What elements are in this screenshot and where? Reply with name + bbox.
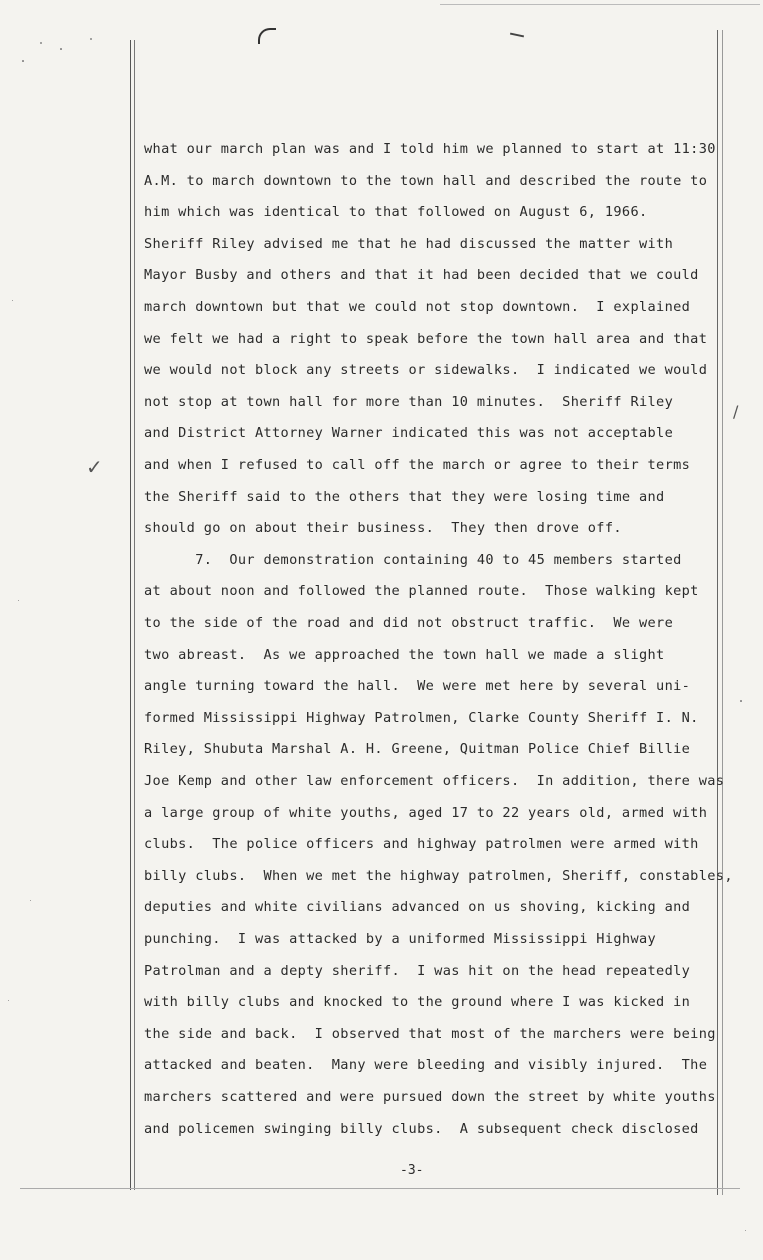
scan-speck	[745, 1230, 746, 1231]
scan-speck	[40, 42, 42, 44]
right-margin-rule	[717, 30, 718, 1195]
scan-speck	[90, 38, 92, 40]
text-line: billy clubs. When we met the highway patrolmen, Sheriff, constables,	[144, 867, 733, 884]
scan-speck	[8, 1000, 9, 1001]
top-scan-dash	[510, 33, 524, 38]
text-line: we would not block any streets or sidewalks. I indicated we would	[144, 362, 708, 379]
text-line: him which was identical to that followed on August 6, 1966.	[144, 204, 648, 221]
text-line: at about noon and followed the planned route. Those walking kept	[144, 583, 699, 600]
text-line: A.M. to march downtown to the town hall and described the route to	[144, 172, 708, 189]
text-line: formed Mississippi Highway Patrolmen, Clarke County Sheriff I. N.	[144, 709, 699, 726]
text-line: should go on about their business. They then drove off.	[144, 520, 622, 537]
scan-speck	[12, 300, 13, 301]
text-line: march downtown but that we could not stop downtown. I explained	[144, 299, 691, 315]
scan-speck	[30, 900, 31, 901]
text-line: not stop at town hall for more than 10 minutes. Sheriff Riley	[144, 393, 674, 410]
scan-speck	[60, 48, 62, 50]
text-line: to the side of the road and did not obstruct traffic. We were	[144, 615, 674, 631]
scan-speck	[22, 60, 24, 62]
text-line: and when I refused to call off the march or agree to their terms	[144, 457, 691, 473]
text-line: Sheriff Riley advised me that he had discussed the matter with	[144, 235, 674, 252]
text-line: Joe Kemp and other law enforcement officers. In addition, there was	[144, 773, 725, 789]
margin-tick-icon: /	[733, 402, 739, 421]
top-edge-rule	[440, 4, 760, 5]
text-line: attacked and beaten. Many were bleeding and visibly injured. The	[144, 1057, 708, 1074]
left-margin-rule-inner	[134, 40, 135, 1190]
text-line: we felt we had a right to speak before the town hall area and that	[144, 330, 708, 347]
text-line: angle turning toward the hall. We were met here by several uni-	[144, 678, 691, 695]
text-line: a large group of white youths, aged 17 to 22 years old, armed with	[144, 804, 708, 821]
text-line: punching. I was attacked by a uniformed Mississippi Highway	[144, 931, 657, 947]
text-line: with billy clubs and knocked to the ground where I was kicked in	[144, 994, 691, 1011]
left-margin-rule	[130, 40, 131, 1190]
text-line: marchers scattered and were pursued down the street by white youths	[144, 1089, 716, 1105]
bottom-edge-rule	[20, 1188, 740, 1189]
page-number: -3-	[400, 1163, 424, 1178]
text-line: Patrolman and a depty sheriff. I was hit on the head repeatedly	[144, 962, 691, 979]
text-line: deputies and white civilians advanced on us shoving, kicking and	[144, 899, 691, 916]
top-scan-mark	[258, 28, 276, 44]
handwritten-check-mark-icon: ✓	[86, 455, 103, 479]
text-line: the side and back. I observed that most of the marchers were being	[144, 1025, 716, 1042]
text-line: and policemen swinging billy clubs. A subsequent check disclosed	[144, 1120, 699, 1137]
text-line: what our march plan was and I told him we planned to start at 11:30	[144, 141, 716, 157]
scan-speck	[740, 700, 742, 702]
text-line: 7. Our demonstration containing 40 to 45 members started	[144, 551, 682, 568]
text-line: Mayor Busby and others and that it had been decided that we could	[144, 267, 699, 284]
text-line: and District Attorney Warner indicated this was not acceptable	[144, 425, 674, 442]
text-line: clubs. The police officers and highway patrolmen were armed with	[144, 836, 699, 853]
right-margin-rule-outer	[722, 30, 723, 1195]
text-line: Riley, Shubuta Marshal A. H. Greene, Quitman Police Chief Billie	[144, 741, 691, 758]
text-line: the Sheriff said to the others that they were losing time and	[144, 488, 665, 505]
scan-speck	[18, 600, 19, 601]
text-line: two abreast. As we approached the town hall we made a slight	[144, 646, 665, 663]
